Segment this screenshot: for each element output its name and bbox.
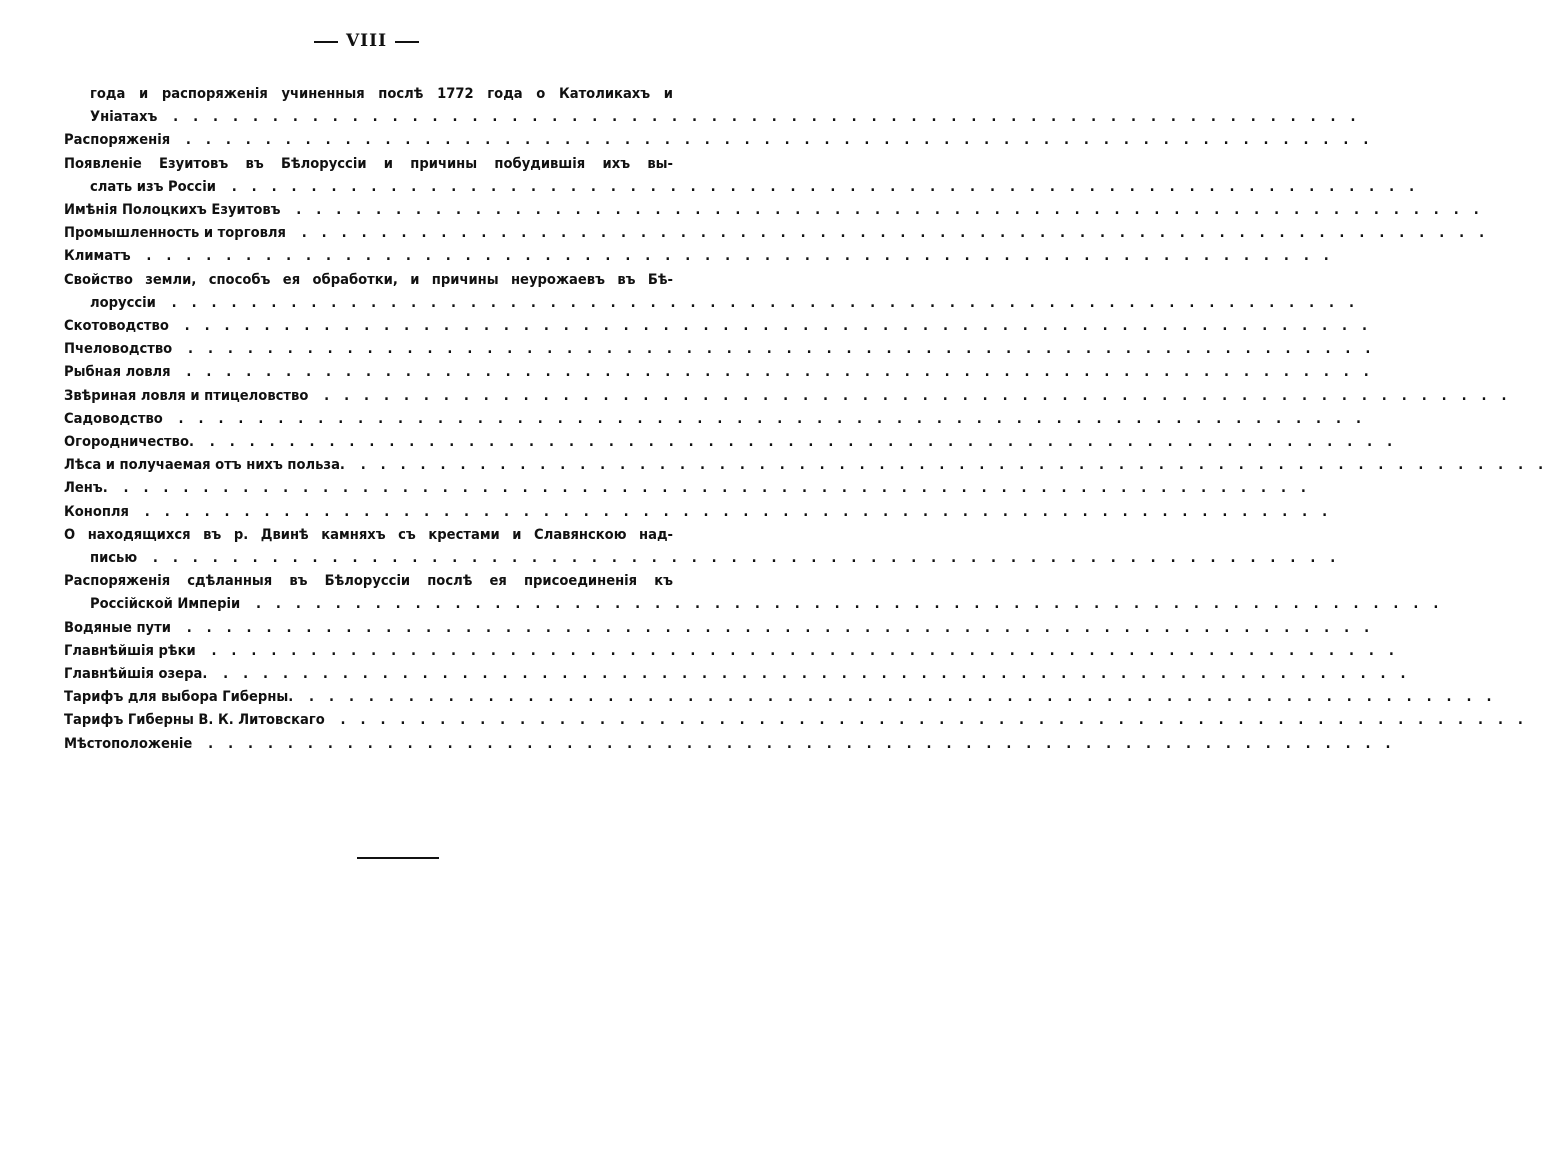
toc-entry-title: Уніатахъ — [90, 108, 158, 126]
toc-entry — [64, 291, 1360, 314]
toc-entry — [64, 198, 1484, 221]
toc-entry-title: Распоряженія — [64, 131, 171, 149]
toc-entry-title: Распоряженія сдѣланныя въ Бѣлоруссіи послѣ ея присоединенія къ — [64, 572, 673, 590]
toc-entry-title: лоруссіи — [90, 293, 156, 311]
toc-entry — [64, 476, 1312, 499]
dot-leader: . . . . . . . . . . . . . . . . . . . . . . . . . . . . . . . . . . . . . . . . . . . . . . . . . . . . . . . . . . . . — [330, 711, 1529, 729]
toc-entry — [64, 221, 1490, 244]
toc-entry — [64, 152, 673, 175]
dot-leader: . . . . . . . . . . . . . . . . . . . . . . . . . . . . . . . . . . . . . . . . . . . . . . . . . . . . . . . . . . . . — [163, 108, 1361, 126]
toc-entry — [64, 592, 1444, 615]
dot-leader: . . . . . . . . . . . . . . . . . . . . . . . . . . . . . . . . . . . . . . . . . . . . . . . . . . . . . . . . . . . . — [176, 618, 1375, 636]
toc-entry-title: Мѣстоположеніе — [64, 734, 193, 752]
toc-entry — [64, 337, 1376, 360]
toc-entry-title: Россійской Имперіи — [90, 595, 241, 613]
toc-entry — [64, 175, 1420, 198]
toc-entry-title: года и распоряженія учиненныя послѣ 1772 года о Католикахъ и — [90, 85, 673, 102]
toc-entry — [64, 662, 1411, 685]
dot-leader: . . . . . . . . . . . . . . . . . . . . . . . . . . . . . . . . . . . . . . . . . . . . . . . . . . . . . . . . . . . . — [178, 340, 1376, 358]
toc-entry-title: Водяные пути — [64, 618, 171, 636]
dot-leader: . . . . . . . . . . . . . . . . . . . . . . . . . . . . . . . . . . . . . . . . . . . . . . . . . . . . . . . . . . . . — [174, 317, 1373, 335]
toc-entry — [64, 500, 1333, 523]
toc-entry — [64, 708, 1529, 731]
toc-entry — [64, 639, 1400, 662]
toc-entry-title: Климатъ — [64, 247, 131, 265]
toc-entry-title: Рыбная ловля — [64, 363, 171, 381]
dot-leader: . . . . . . . . . . . . . . . . . . . . . . . . . . . . . . . . . . . . . . . . . . . . . . . . . . . . . . . . . . . . — [136, 247, 1334, 265]
dot-leader: . . . . . . . . . . . . . . . . . . . . . . . . . . . . . . . . . . . . . . . . . . . . . . . . . . . . . . . . . . . . — [176, 131, 1374, 149]
dot-leader: . . . . . . . . . . . . . . . . . . . . . . . . . . . . . . . . . . . . . . . . . . . . . . . . . . . . . . . . . . . . — [113, 479, 1312, 497]
toc-entry-title: Огородничество. — [64, 433, 194, 451]
toc-entry-title: Пчеловодство — [64, 340, 173, 358]
toc-entry-title: Промышленность и торговля — [64, 224, 286, 242]
dot-leader: . . . . . . . . . . . . . . . . . . . . . . . . . . . . . . . . . . . . . . . . . . . . . . . . . . . . . . . . . . . . — [161, 293, 1360, 311]
dot-leader: . . . . . . . . . . . . . . . . . . . . . . . . . . . . . . . . . . . . . . . . . . . . . . . . . . . . . . . . . . . . — [168, 409, 1367, 427]
toc-entry — [64, 268, 673, 291]
toc-entry-title: слать изъ Россіи — [90, 177, 216, 195]
toc-entry — [64, 523, 673, 546]
toc-entry-title: Появленіе Езуитовъ въ Бѣлоруссіи и причины побудившія ихъ вы- — [64, 154, 673, 172]
dot-leader: . . . . . . . . . . . . . . . . . . . . . . . . . . . . . . . . . . . . . . . . . . . . . . . . . . . . . . . . . . . . — [299, 688, 1497, 706]
toc-entry — [64, 616, 1375, 639]
dot-leader: . . . . . . . . . . . . . . . . . . . . . . . . . . . . . . . . . . . . . . . . . . . . . . . . . . . . . . . . . . . . — [291, 224, 1490, 242]
closing-rule — [357, 857, 439, 859]
toc-entry-title: Звѣриная ловля и птицеловство — [64, 386, 309, 404]
toc-entry-title: Тарифъ для выбора Гиберны. — [64, 688, 294, 706]
page-number: VIII — [345, 31, 388, 51]
toc-entry-title: Садоводство — [64, 409, 163, 427]
dot-leader: . . . . . . . . . . . . . . . . . . . . . . . . . . . . . . . . . . . . . . . . . . . . . . . . . . . . . . . . . . . . — [143, 549, 1341, 567]
toc-entry — [64, 453, 1548, 476]
toc-entry — [64, 546, 1341, 569]
toc-entry — [64, 407, 1367, 430]
header-dash-left — [314, 41, 338, 43]
toc-entry-title: Скотоводство — [64, 317, 169, 335]
toc-entry-title: Свойство земли, способъ ея обработки, и причины неурожаевъ въ Бѣ- — [64, 270, 673, 288]
toc-entry — [64, 82, 673, 105]
dot-leader: . . . . . . . . . . . . . . . . . . . . . . . . . . . . . . . . . . . . . . . . . . . . . . . . . . . . . . . . . . . . — [201, 641, 1400, 659]
toc-entry-title: Тарифъ Гиберны В. К. Литовскаго — [64, 711, 325, 729]
dot-leader: . . . . . . . . . . . . . . . . . . . . . . . . . . . . . . . . . . . . . . . . . . . . . . . . . . . . . . . . . . . . — [198, 734, 1396, 752]
dot-leader: . . . . . . . . . . . . . . . . . . . . . . . . . . . . . . . . . . . . . . . . . . . . . . . . . . . . . . . . . . . . — [246, 595, 1444, 613]
toc-entry-title: О находящихся въ р. Двинѣ камняхъ съ крестами и Славянскою над- — [64, 525, 673, 543]
dot-leader: . . . . . . . . . . . . . . . . . . . . . . . . . . . . . . . . . . . . . . . . . . . . . . . . . . . . . . . . . . . . — [314, 386, 1512, 404]
toc-entry — [64, 128, 1374, 151]
toc-entry — [64, 732, 1396, 755]
page-header — [0, 31, 733, 51]
toc-entry — [64, 430, 1398, 453]
dot-leader: . . . . . . . . . . . . . . . . . . . . . . . . . . . . . . . . . . . . . . . . . . . . . . . . . . . . . . . . . . . . — [350, 456, 1548, 474]
toc-entry-title: Лѣса и получаемая отъ нихъ польза. — [64, 456, 345, 474]
toc-entry — [64, 105, 1361, 128]
toc-entry-title: Конопля — [64, 502, 129, 520]
dot-leader: . . . . . . . . . . . . . . . . . . . . . . . . . . . . . . . . . . . . . . . . . . . . . . . . . . . . . . . . . . . . — [134, 502, 1333, 520]
toc-entry-title: писью — [90, 549, 138, 567]
toc-entry — [64, 569, 673, 592]
dot-leader: . . . . . . . . . . . . . . . . . . . . . . . . . . . . . . . . . . . . . . . . . . . . . . . . . . . . . . . . . . . . — [221, 177, 1420, 195]
toc-entry-title: Главнѣйшія рѣки — [64, 641, 196, 659]
toc-entry-title: Ленъ. — [64, 479, 108, 497]
dot-leader: . . . . . . . . . . . . . . . . . . . . . . . . . . . . . . . . . . . . . . . . . . . . . . . . . . . . . . . . . . . . — [213, 665, 1411, 683]
dot-leader: . . . . . . . . . . . . . . . . . . . . . . . . . . . . . . . . . . . . . . . . . . . . . . . . . . . . . . . . . . . . — [176, 363, 1374, 381]
toc-entry — [64, 314, 1373, 337]
header-dash-right — [395, 41, 419, 43]
toc-entry — [64, 244, 1334, 267]
toc-entry — [64, 360, 1374, 383]
toc-entry-title: Имѣнія Полоцкихъ Езуитовъ — [64, 201, 281, 219]
dot-leader: . . . . . . . . . . . . . . . . . . . . . . . . . . . . . . . . . . . . . . . . . . . . . . . . . . . . . . . . . . . . — [286, 201, 1484, 219]
toc-entry — [64, 685, 1497, 708]
table-of-contents — [64, 82, 1548, 755]
toc-entry-title: Главнѣйшія озера. — [64, 665, 208, 683]
toc-entry — [64, 384, 1512, 407]
dot-leader: . . . . . . . . . . . . . . . . . . . . . . . . . . . . . . . . . . . . . . . . . . . . . . . . . . . . . . . . . . . . — [199, 433, 1398, 451]
